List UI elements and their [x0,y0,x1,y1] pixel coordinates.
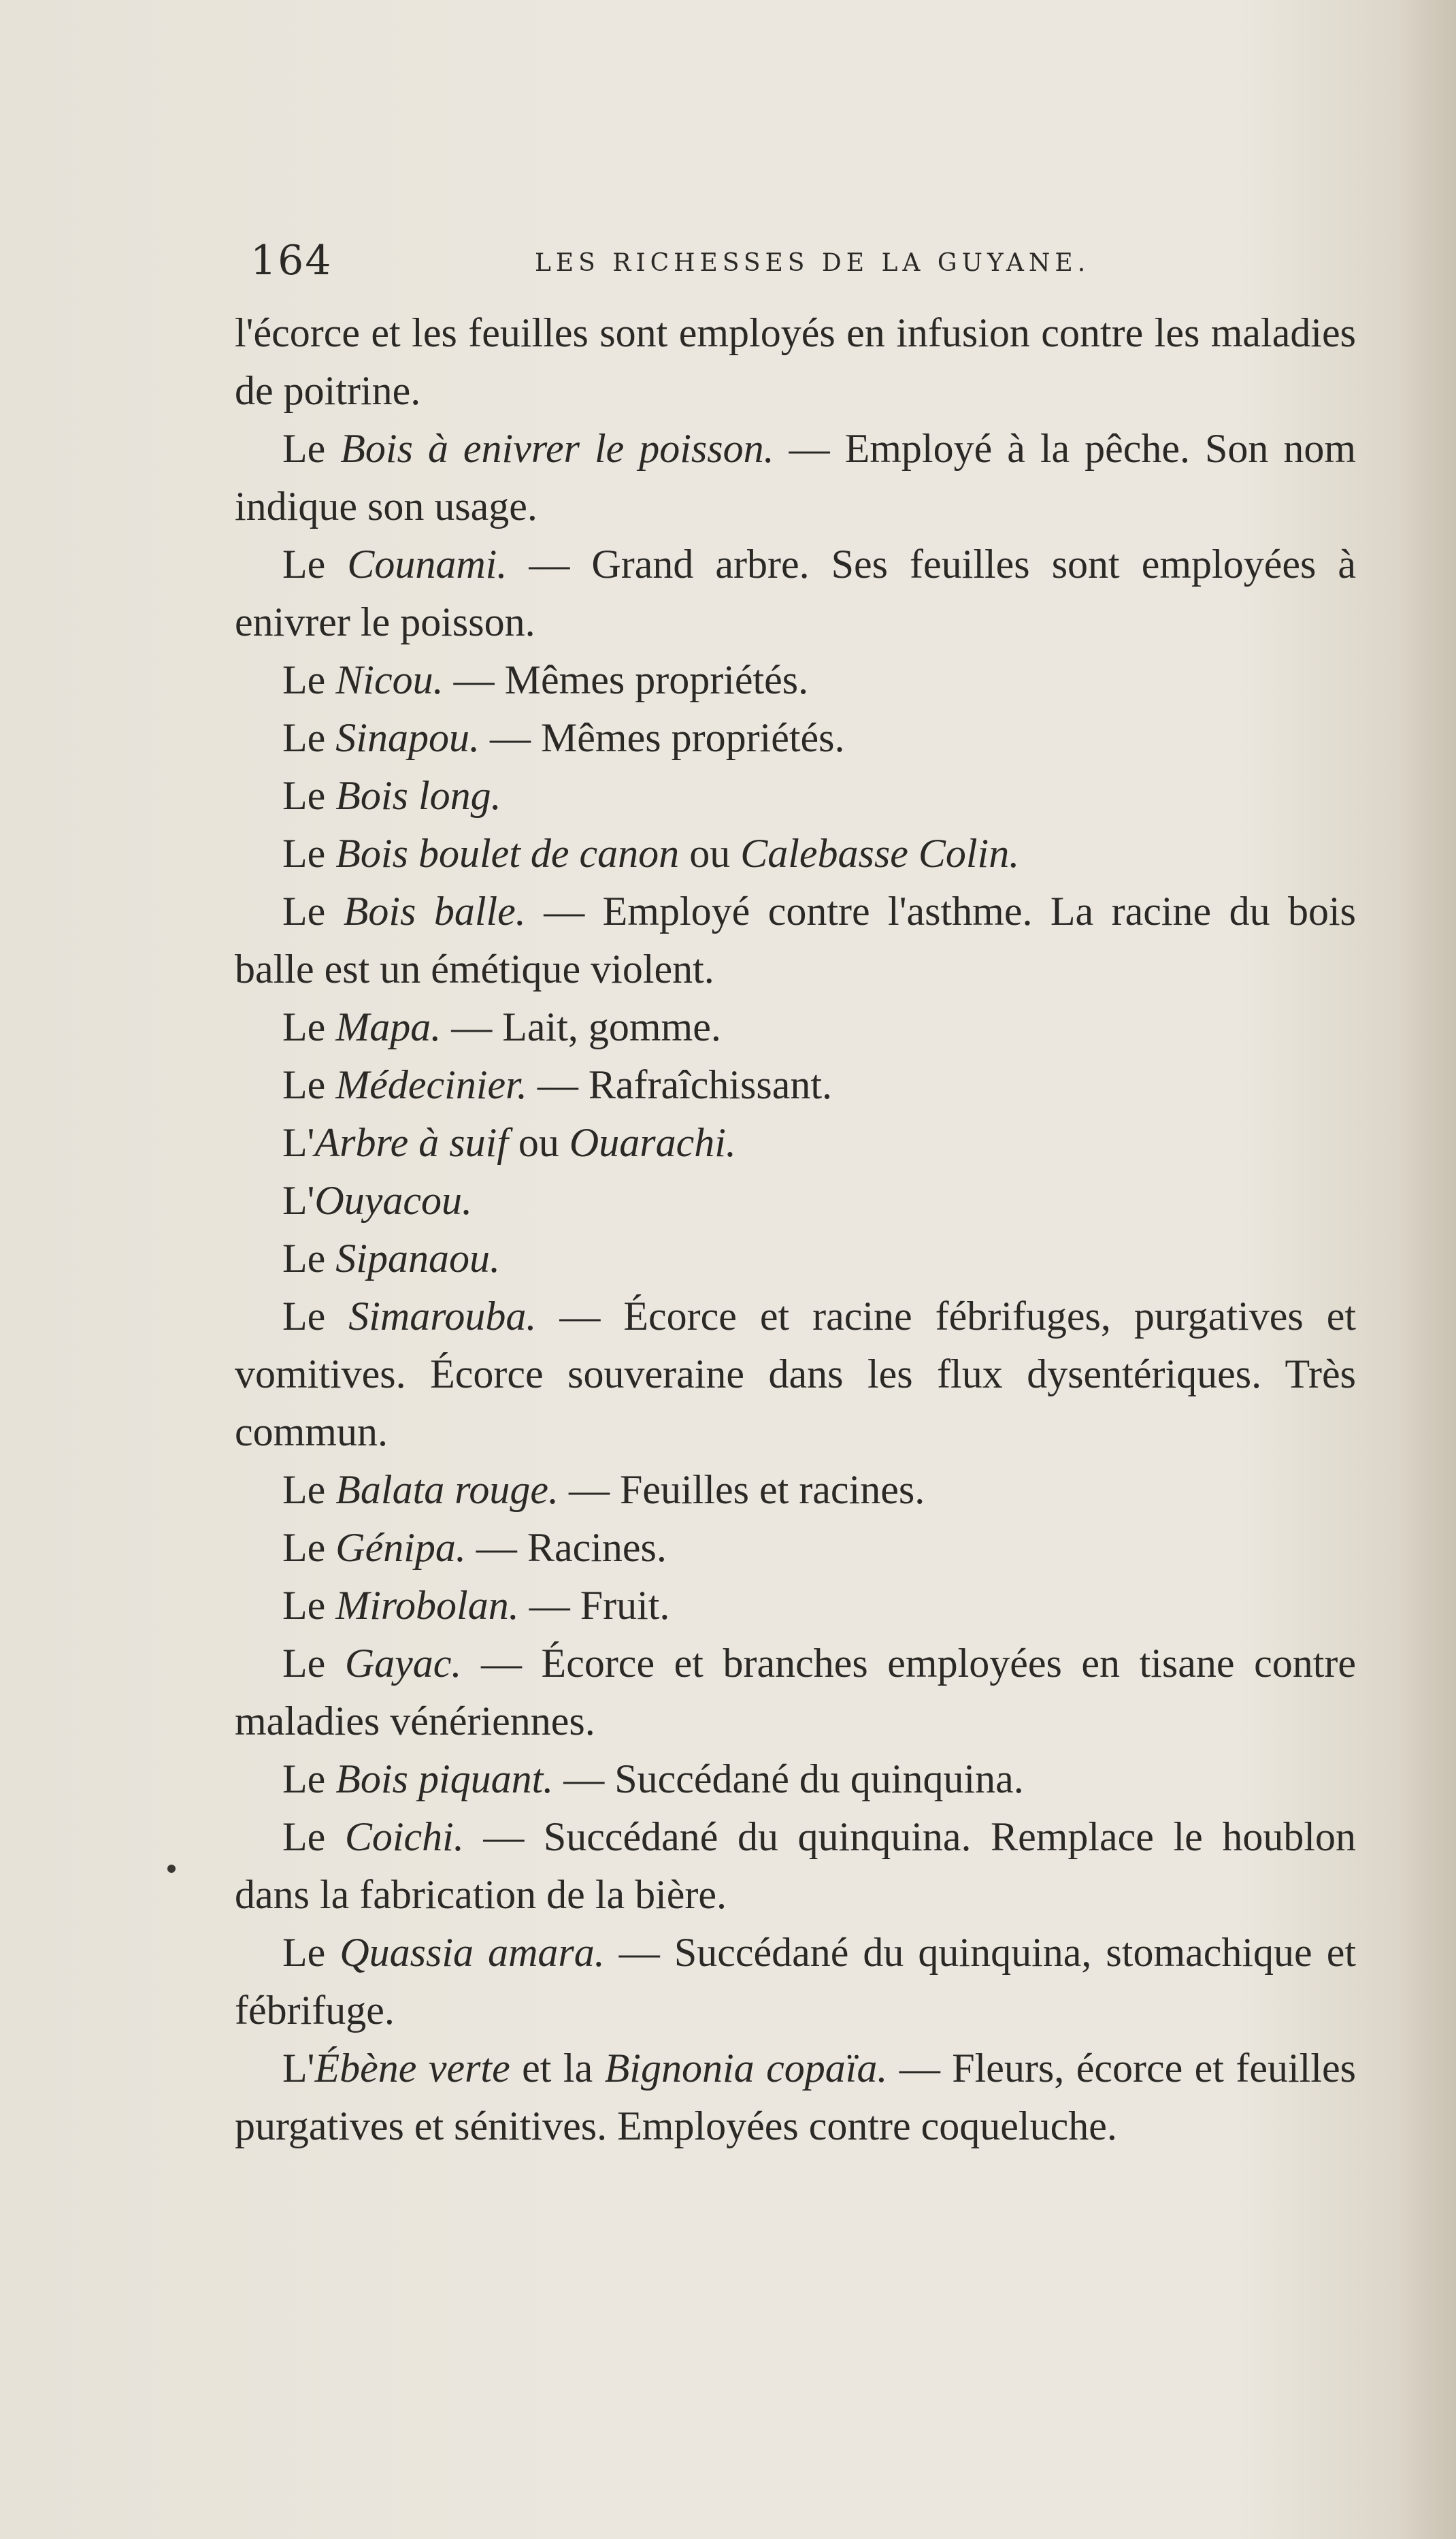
page-header [250,230,1094,291]
plant-name: Ouyacou. [314,1178,473,1223]
paragraph: Le Mirobolan. — Fruit. [282,1583,670,1628]
plant-name: Nicou. [335,657,444,702]
paragraph: Le Génipa. — Racines. [282,1525,667,1570]
plant-name: Ébène verte [314,2046,510,2091]
paragraph: Le Coichi. — Succédané du quinquina. Remplace le houblon dans la fabrication de la bière. [235,1814,1356,1917]
paragraph: Le Gayac. — Écorce et branches employées en tisane contre maladies vénériennes. [235,1641,1357,1743]
plant-name: Mapa. [335,1004,442,1049]
paragraph: L'Ouyacou. [282,1178,473,1223]
ink-speck [167,1865,176,1873]
plant-name: Sinapou. [335,715,480,760]
paragraph: Le Counami. — Grand arbre. Ses feuilles sont employées à enivrer le poisson. [235,542,1356,644]
paragraph: Le Nicou. — Mêmes propriétés. [282,657,809,702]
paragraph: Le Bois balle. — Employé contre l'asthme. La racine du bois balle est un émétique violent. [235,889,1357,992]
plant-name: Génipa. [335,1525,466,1570]
plant-name: Bois piquant. [335,1756,554,1801]
paragraph: Le Bois long. [282,773,501,818]
paragraph: Le Quassia amara. — Succédané du quinquina, stomachique et fébrifuge. [235,1930,1357,2033]
plant-name: Bois à enivrer le poisson. [340,426,774,471]
paragraph: l'écorce et les feuilles sont employés en infusion contre les maladies de poitrine. [235,310,1356,413]
paragraph: Le Sipanaou. [282,1236,500,1281]
paragraph: Le Balata rouge. — Feuilles et racines. [282,1467,925,1512]
running-title: LES RICHESSES DE LA GUYANE. [535,249,1091,277]
plant-name: Simarouba. [348,1294,537,1339]
paragraph: Le Mapa. — Lait, gomme. [282,1004,721,1049]
plant-name: Quassia amara. [340,1930,605,1975]
plant-name: Arbre à suif [314,1120,508,1165]
paragraph: Le Médecinier. — Rafraîchissant. [282,1062,833,1107]
plant-name: Bois long. [335,773,501,818]
paragraph: Le Bois boulet de canon ou Calebasse Colin. [282,831,1020,876]
paragraph: L'Arbre à suif ou Ouarachi. [282,1120,736,1165]
plant-name: Ouarachi. [569,1120,736,1165]
paragraph: Le Bois à enivrer le poisson. — Employé à la pêche. Son nom indique son usage. [235,426,1357,529]
body-text [235,304,1356,2155]
plant-name: Bois boulet de canon [335,831,680,876]
page-number: 164 [250,237,333,284]
plant-name: Médecinier. [335,1062,527,1107]
plant-name: Sipanaou. [335,1236,500,1281]
plant-name: Calebasse Colin. [740,831,1020,876]
paragraph: Le Simarouba. — Écorce et racine fébrifuges, purgatives et vomitives. Écorce souveraine dans les flux dysentériques. Très commun. [235,1294,1356,1454]
paragraph: Le Bois piquant. — Succédané du quinquina. [282,1756,1024,1801]
plant-name: Balata rouge. [335,1467,559,1512]
plant-name: Bignonia copaïa. [604,2046,888,2091]
plant-name: Bois balle. [343,889,526,934]
paragraph: L'Ébène verte et la Bignonia copaïa. — Fleurs, écorce et feuilles purgatives et sénitives. Employées contre coqueluche. [235,2046,1356,2148]
paragraph: Le Sinapou. — Mêmes propriétés. [282,715,845,760]
plant-name: Mirobolan. [335,1583,519,1628]
plant-name: Coichi. [344,1814,464,1859]
plant-name: Gayac. [344,1641,462,1686]
plant-name: Counami. [347,542,508,587]
